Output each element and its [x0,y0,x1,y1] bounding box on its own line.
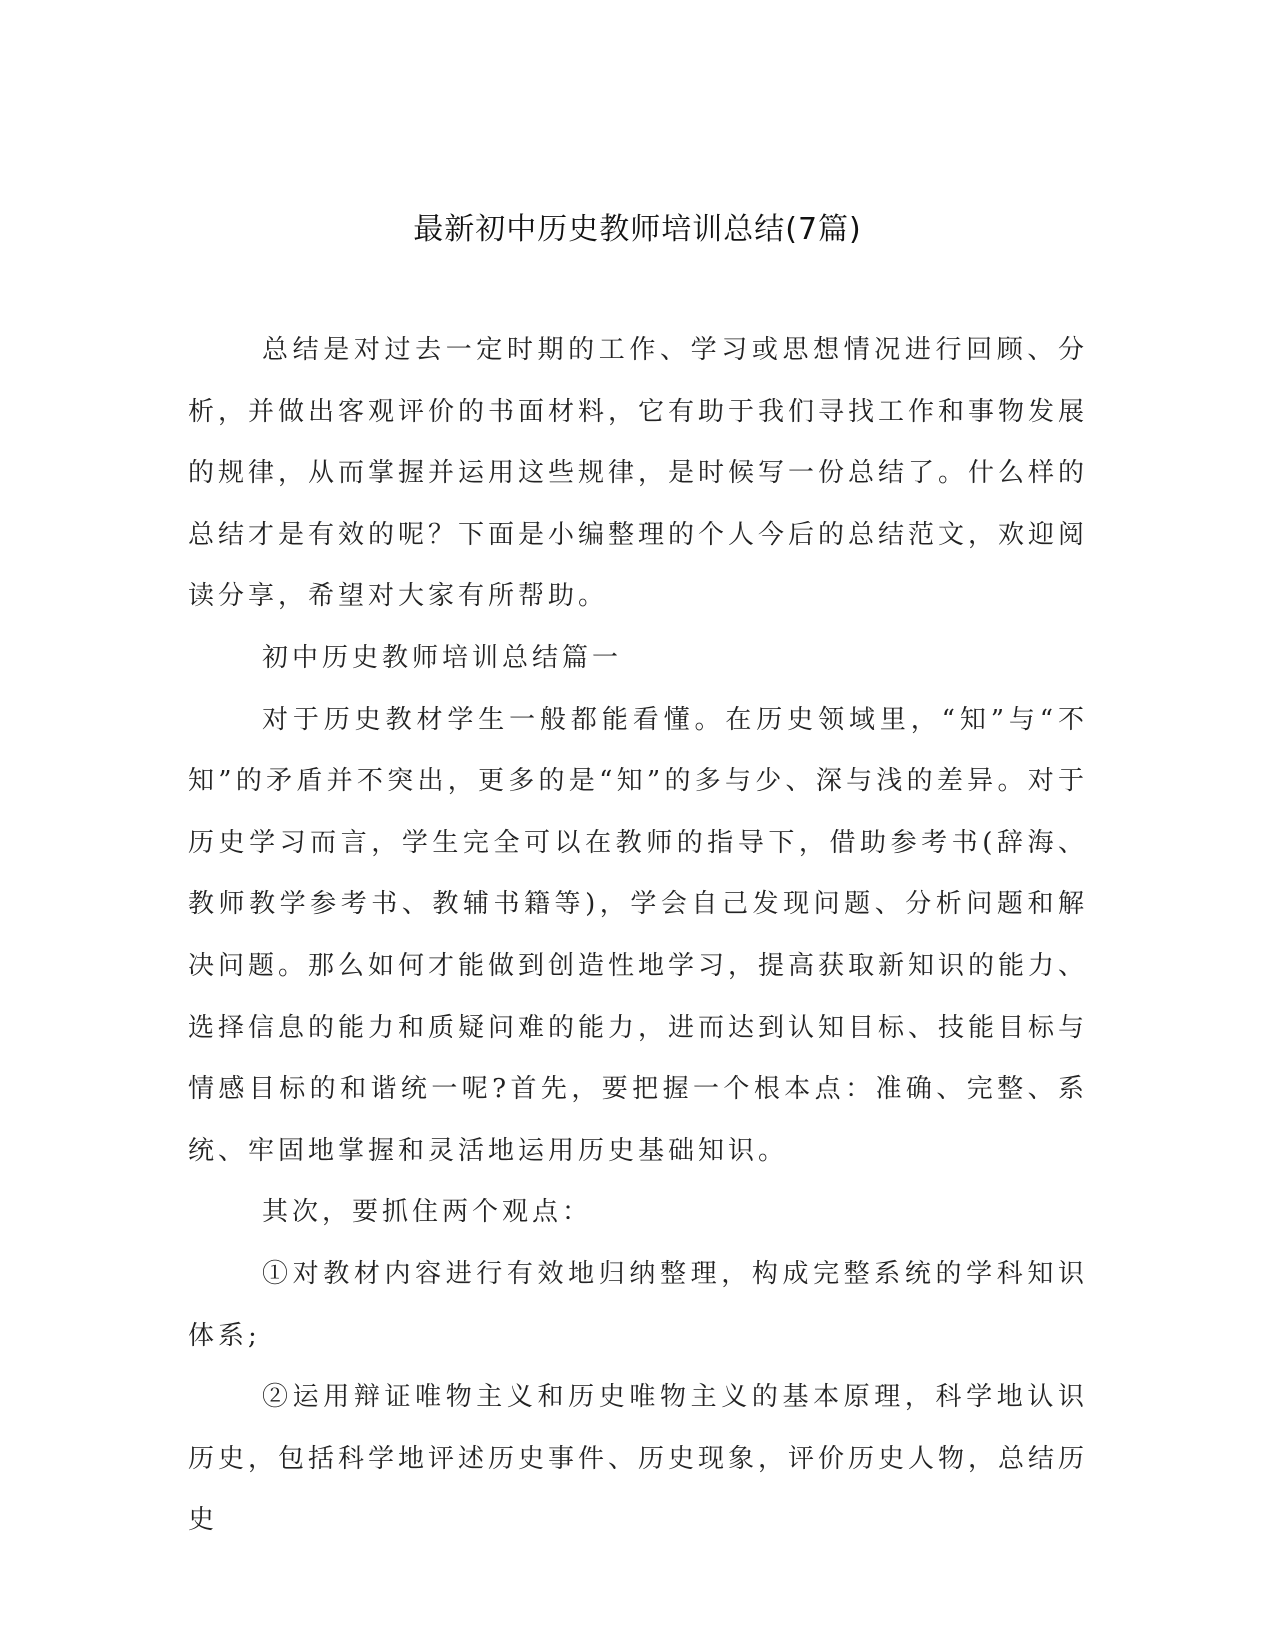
paragraph-points-intro: 其次，要抓住两个观点： [262,1197,593,1228]
paragraph-body: 对于历史教材学生一般都能看懂。在历史领域里，“知”与“不知”的矛盾并不突出，更多的是“知”的多与少、深与浅的差异。对于历史学习而言，学生完全可以在教师的指导下，借助参考书(辞海、教师教学参考书、教辅书籍等)，学会自己发现问题、分析问题和解决问题。那么如何才能做到创造性地学习，提高获取新知识的能力、选择信息的能力和质疑问难的能力，进而达到认知目标、技能目标与情感目标的和谐统一呢?首先，要把握一个根本点：准确、完整、系统、牢固地掌握和灵活地运用历史基础知识。 [188,704,1089,1166]
document-body [188,320,1088,1552]
paragraph-intro: 总结是对过去一定时期的工作、学习或思想情况进行回顾、分析，并做出客观评价的书面材料，它有助于我们寻找工作和事物发展的规律，从而掌握并运用这些规律，是时候写一份总结了。什么样的总结才是有效的呢？下面是小编整理的个人今后的总结范文，欢迎阅读分享，希望对大家有所帮助。 [188,335,1089,612]
section-heading: 初中历史教师培训总结篇一 [262,642,623,673]
document-title: 最新初中历史教师培训总结(7篇) [413,212,862,247]
paragraph-point-2: ②运用辩证唯物主义和历史唯物主义的基本原理，科学地认识历史，包括科学地评述历史事件、历史现象，评价历史人物，总结历史 [188,1382,1089,1536]
paragraph-point-1: ①对教材内容进行有效地归纳整理，构成完整系统的学科知识体系; [188,1258,1088,1351]
